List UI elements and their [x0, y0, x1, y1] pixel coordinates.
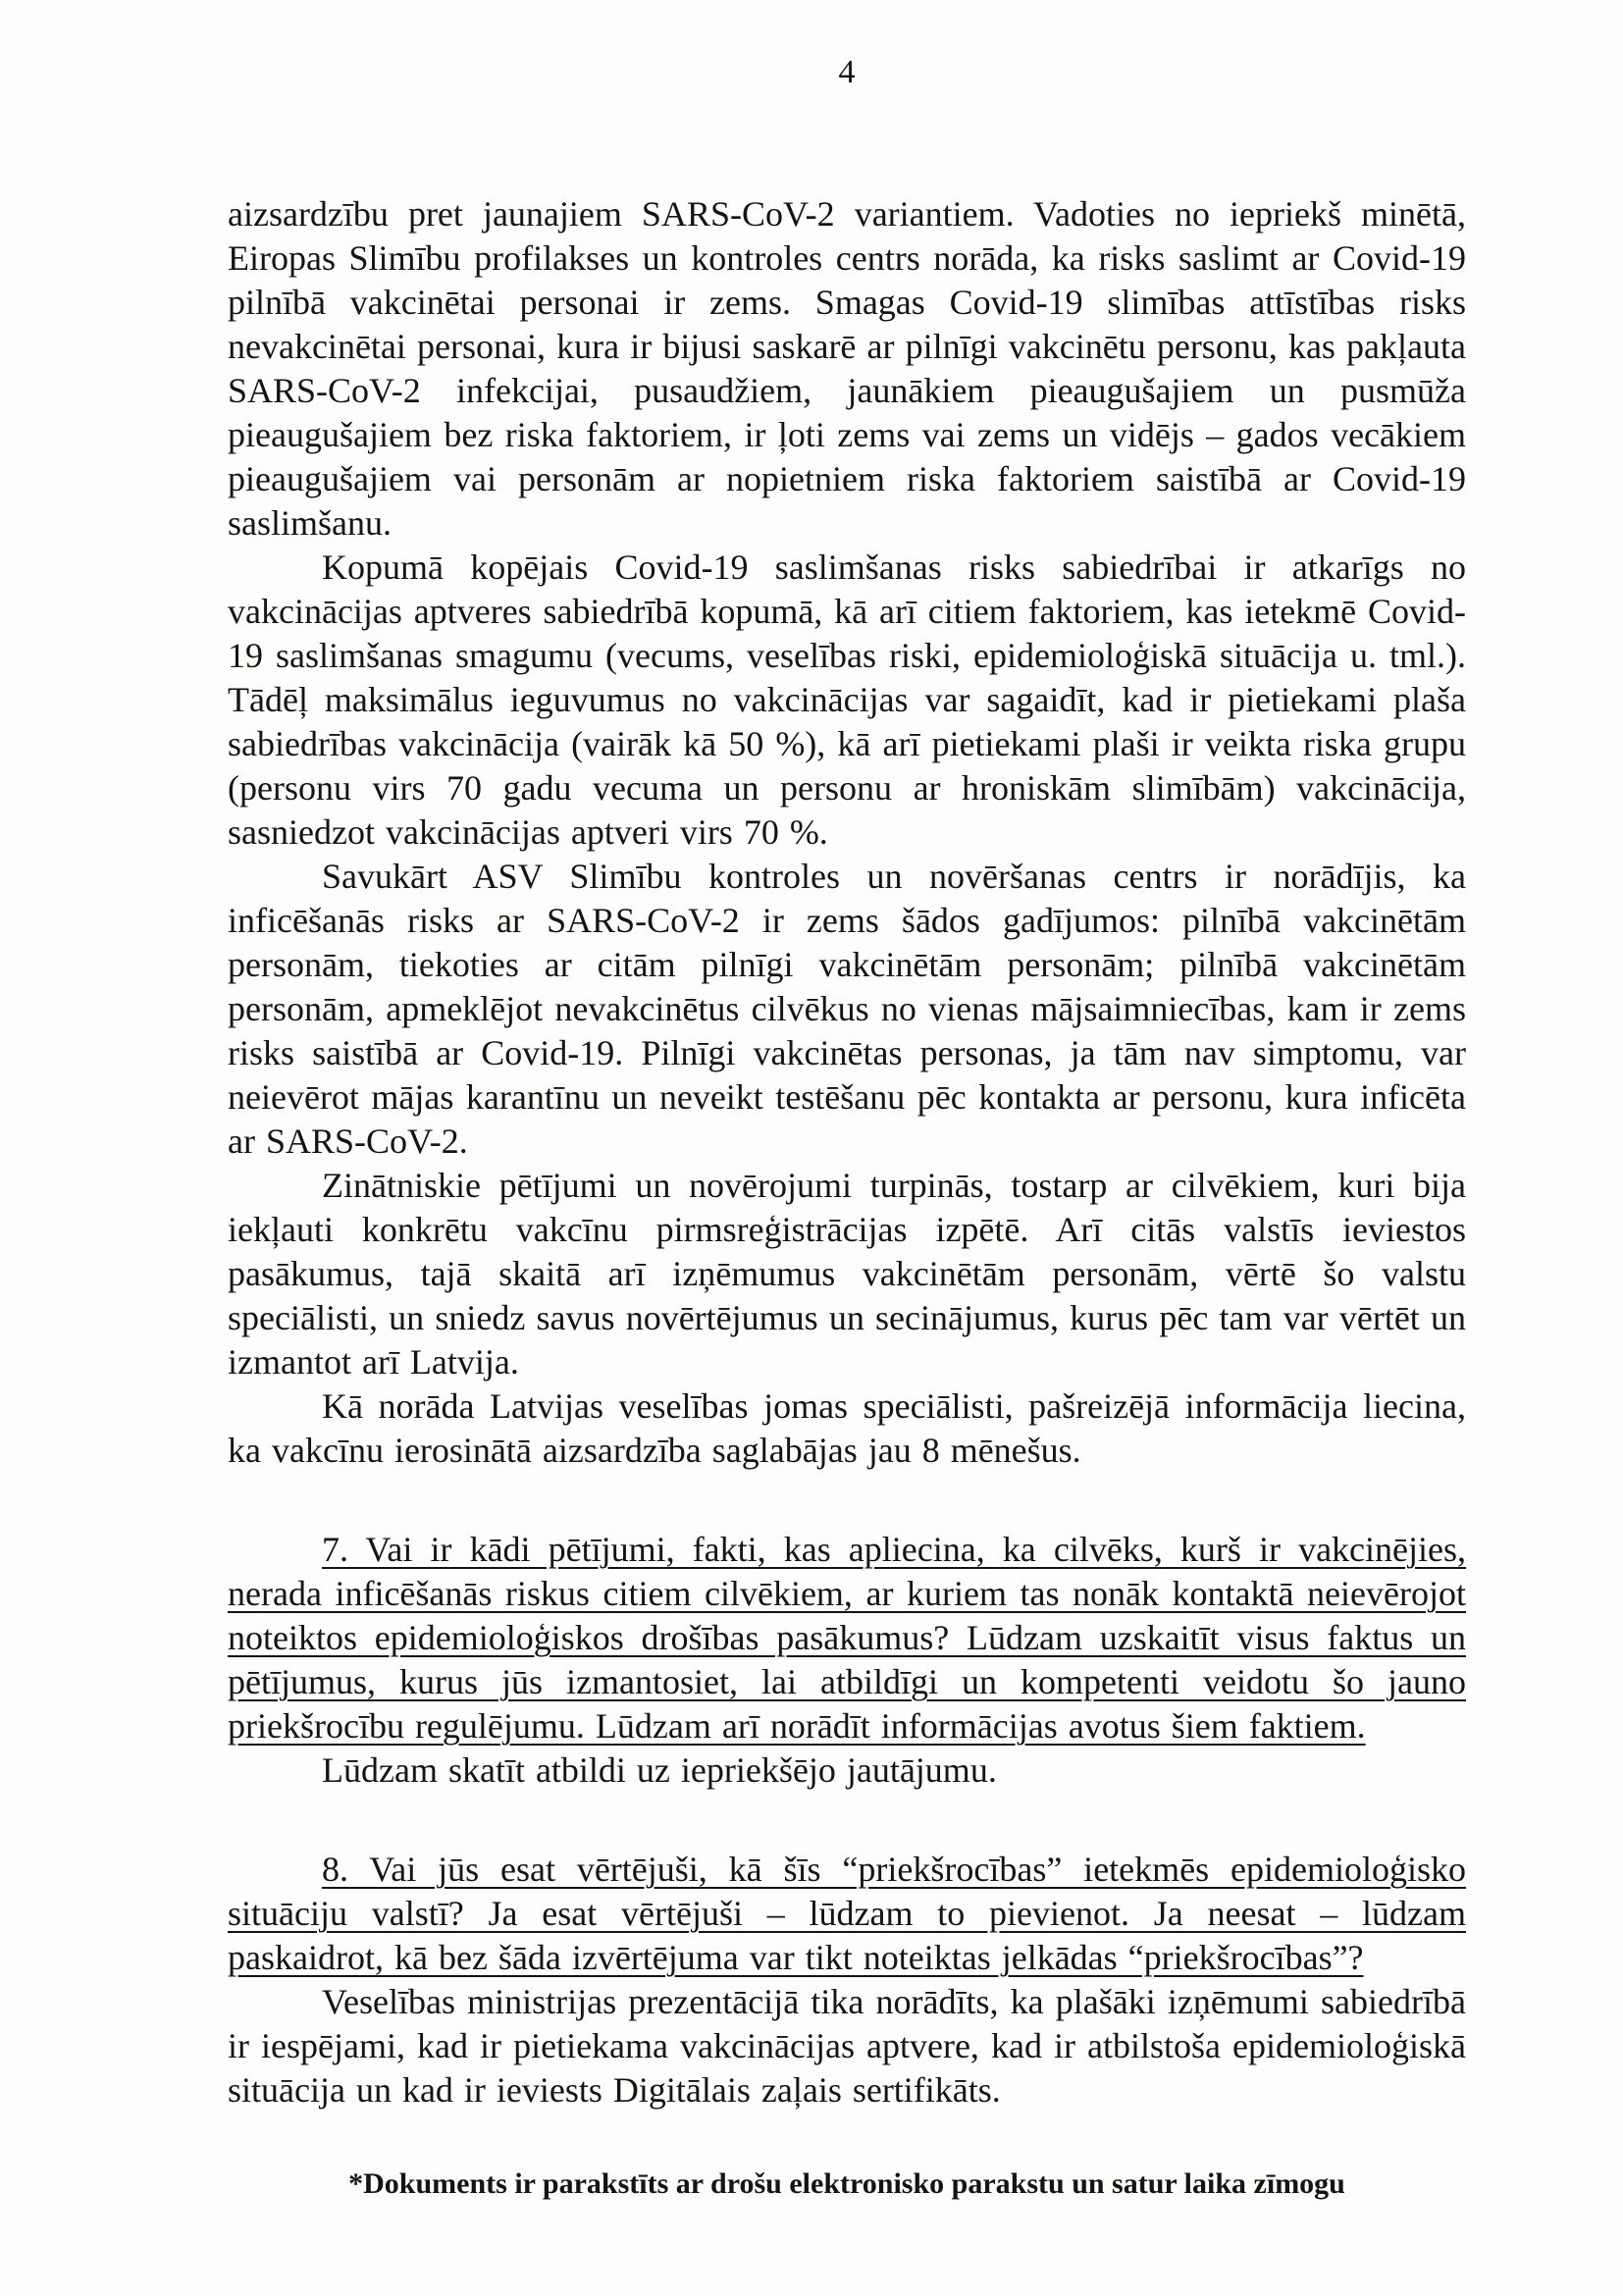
paragraph: Kopumā kopējais Covid-19 saslimšanas risks sabiedrībai ir atkarīgs no vakcinācijas aptveres sabiedrībā kopumā, kā arī citiem faktoriem, kas ietekmē Covid-19 saslimšanas smagumu (vecums, veselības riski, epidemioloģiskā situācija u. tml.). Tādēļ maksimālus ieguvumus no vakcinācijas var sagaidīt, kad ir pietiekami plaša sabiedrības vakcinācija (vairāk kā 50 %), kā arī pietiekami plaši ir veikta riska grupu (personu virs 70 gadu vecuma un personu ar hroniskām slimībām) vakcinācija, sasniedzot vakcinācijas aptveri virs 70 %.: [228, 548, 1466, 852]
paragraph: Savukārt ASV Slimību kontroles un novēršanas centrs ir norādījis, ka inficēšanās risks ar SARS-CoV-2 ir zems šādos gadījumos: pilnībā vakcinētām personām, tiekoties ar citām pilnīgi vakcinētām personām; pilnībā vakcinētām personām, apmeklējot nevakcinētus cilvēkus no vienas mājsaimniecības, kam ir zems risks saistībā ar Covid-19. Pilnīgi vakcinētas personas, ja tām nav simptomu, var neievērot mājas karantīnu un neveikt testēšanu pēc kontakta ar personu, kura inficēta ar SARS-CoV-2.: [228, 857, 1466, 1161]
paragraph: Kā norāda Latvijas veselības jomas speciālisti, pašreizējā informācija liecina, ka vakcīnu ierosinātā aizsardzība saglabājas jau 8 mēnešus.: [228, 1386, 1466, 1470]
paragraph: Veselības ministrijas prezentācijā tika norādīts, ka plašāki izņēmumi sabiedrībā ir iespējami, kad ir pietiekama vakcinācijas aptvere, kad ir atbilstoša epidemioloģiskā situācija un kad ir ieviests Digitālais zaļais sertifikāts.: [228, 1982, 1466, 2110]
signature-note: *Dokuments ir parakstīts ar drošu elektronisko parakstu un satur laika zīmogu: [348, 2167, 1345, 2200]
question-7: 7. Vai ir kādi pētījumi, fakti, kas apliecina, ka cilvēks, kurš ir vakcinējies, nerada inficēšanās riskus citiem cilvēkiem, ar kuriem tas nonāk kontaktā neievērojot noteiktos epidemioloģiskos drošības pasākumus? Lūdzam uzskaitīt visus faktus un pētījumus, kurus jūs izmantosiet, lai atbildīgi un kompetenti veidotu šo jauno priekšrocību regulējumu. Lūdzam arī norādīt informācijas avotus šiem faktiem.: [228, 1530, 1466, 1746]
question-8: 8. Vai jūs esat vērtējuši, kā šīs “priekšrocības” ietekmēs epidemioloģisko situāciju valstī? Ja esat vērtējuši – lūdzam to pievienot. Ja neesat – lūdzam paskaidrot, kā bez šāda izvērtējuma var tikt noteiktas jelkādas “priekšrocības”?: [228, 1850, 1466, 1977]
page-number: 4: [838, 54, 856, 90]
paragraph-continuation: aizsardzību pret jaunajiem SARS-CoV-2 variantiem. Vadoties no iepriekš minētā, Eiropas Slimību profilakses un kontroles centrs norāda, ka risks saslimt ar Covid-19 pilnībā vakcinētai personai ir zems. Smagas Covid-19 slimības attīstības risks nevakcinētai personai, kura ir bijusi saskarē ar pilnīgi vakcinētu personu, kas pakļauta SARS-CoV-2 infekcijai, pusaudžiem, jaunākiem pieaugušajiem un pusmūža pieaugušajiem bez riska faktoriem, ir ļoti zems vai zems un vidējs – gados vecākiem pieaugušajiem vai personām ar nopietniem riska faktoriem saistībā ar Covid-19 saslimšanu.: [228, 194, 1466, 543]
paragraph: Zinātniskie pētījumi un novērojumi turpinās, tostarp ar cilvēkiem, kuri bija iekļauti konkrētu vakcīnu pirmsreģistrācijas izpētē. Arī citās valstīs ieviestos pasākumus, tajā skaitā arī izņēmumus vakcinētām personām, vērtē šo valstu speciālisti, un sniedz savus novērtējumus un secinājumus, kurus pēc tam var vērtēt un izmantot arī Latvija.: [228, 1166, 1466, 1382]
answer-reference: Lūdzam skatīt atbildi uz iepriekšējo jautājumu.: [322, 1750, 997, 1790]
document-body: [228, 192, 1466, 2113]
